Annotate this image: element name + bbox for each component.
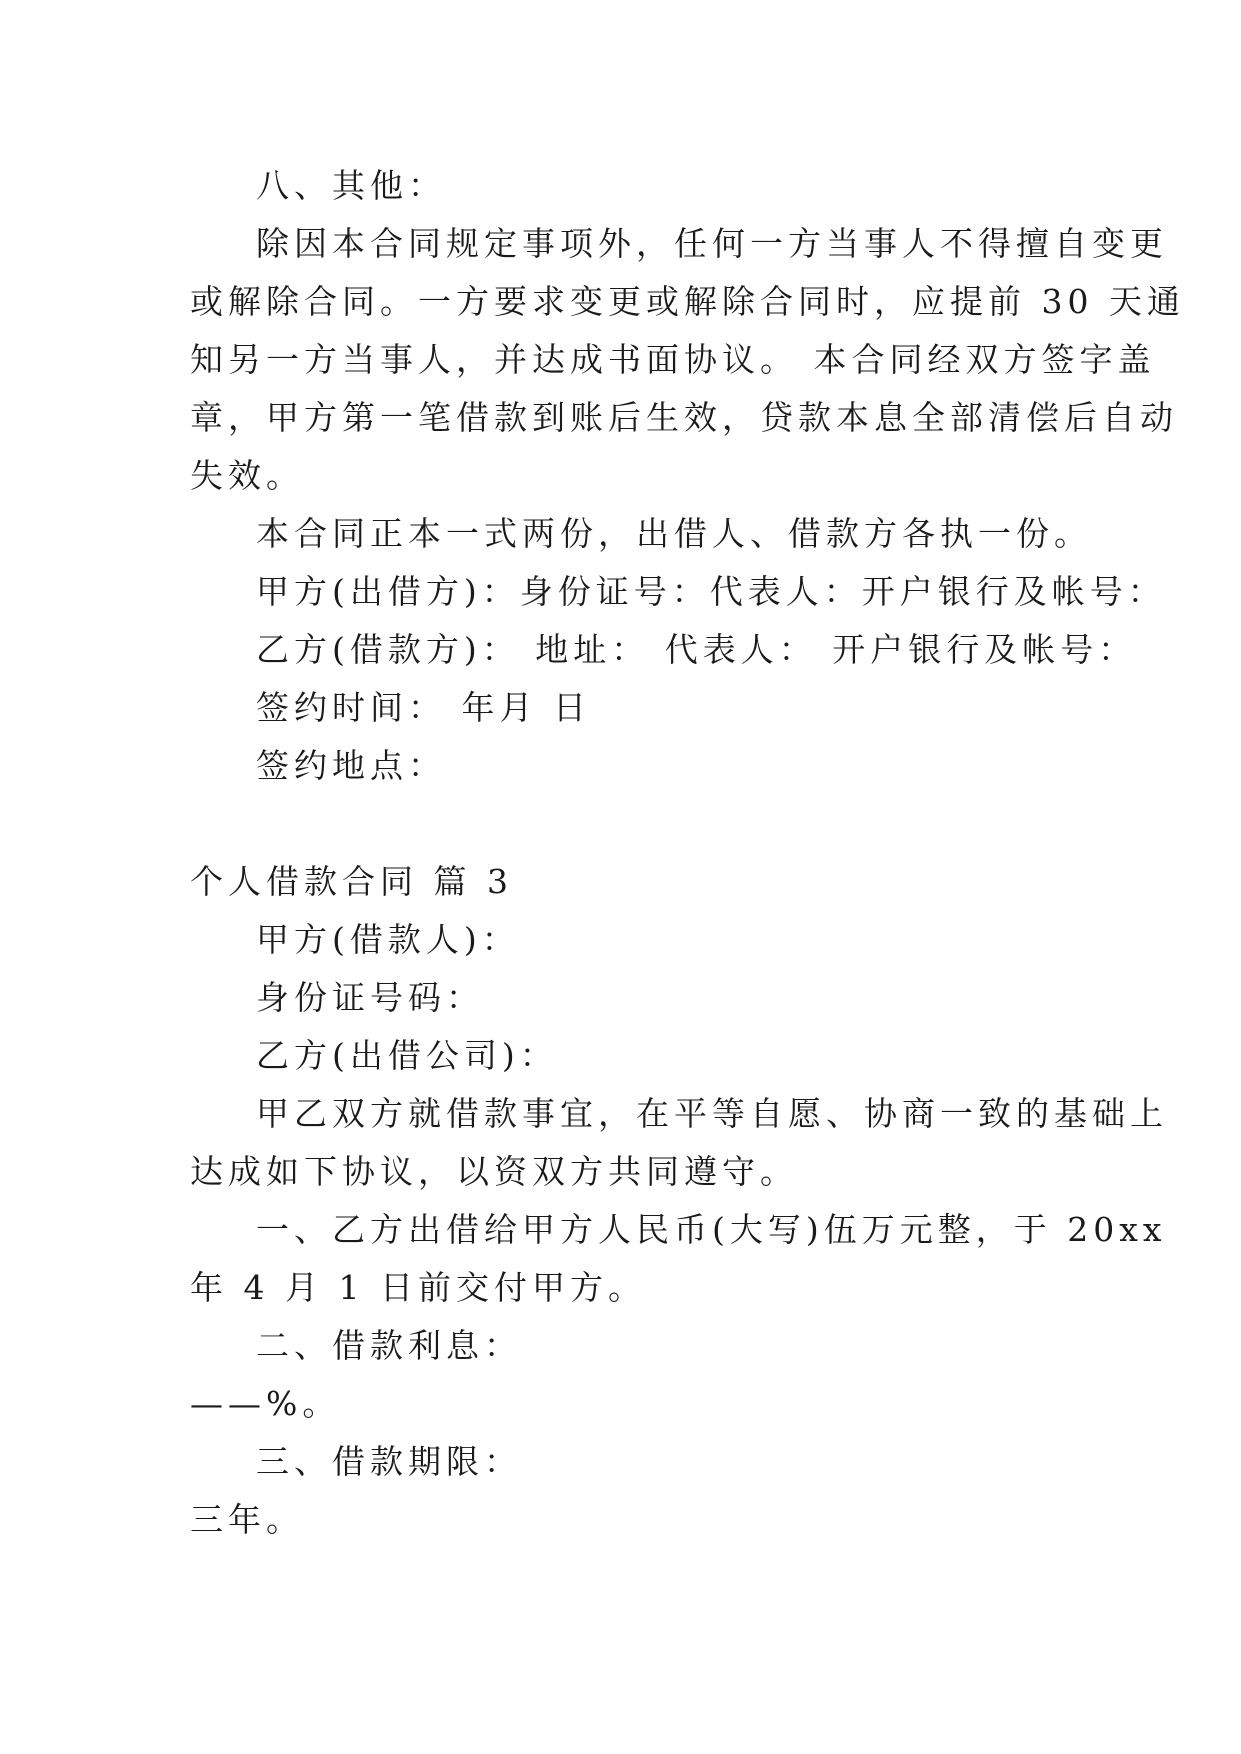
borrower-line: 甲方(借款人)： xyxy=(256,920,520,959)
paragraph-line: 失效。 xyxy=(190,456,304,495)
interest-rate-line: ——%。 xyxy=(190,1384,341,1423)
paragraph-line: 或解除合同。一方要求变更或解除合同时，应提前 30 天通 xyxy=(190,282,1185,321)
clause-three-heading: 三、借款期限： xyxy=(256,1442,522,1481)
paragraph-line: 除因本合同规定事项外，任何一方当事人不得擅自变更 xyxy=(256,224,1168,263)
paragraph-line: 年 4 月 1 日前交付甲方。 xyxy=(190,1268,646,1307)
signing-date-line: 签约时间： 年月 日 xyxy=(256,688,591,727)
clause-two-heading: 二、借款利息： xyxy=(256,1326,522,1365)
paragraph-line: 甲乙双方就借款事宜，在平等自愿、协商一致的基础上 xyxy=(256,1094,1168,1133)
loan-term-line: 三年。 xyxy=(190,1500,304,1539)
id-number-line: 身份证号码： xyxy=(256,978,484,1017)
contract-title: 个人借款合同 篇 3 xyxy=(190,862,513,901)
party-a-info-line: 甲方(出借方)：身份证号：代表人：开户银行及帐号： xyxy=(256,572,1166,611)
paragraph-line: 知另一方当事人，并达成书面协议。 本合同经双方签字盖 xyxy=(190,340,1156,379)
party-b-info-line: 乙方(借款方)： 地址： 代表人： 开户银行及帐号： xyxy=(256,630,1137,669)
lender-line: 乙方(出借公司)： xyxy=(256,1036,558,1075)
signing-place-line: 签约地点： xyxy=(256,746,446,785)
paragraph-line: 章，甲方第一笔借款到账后生效，贷款本息全部清偿后自动 xyxy=(190,398,1178,437)
paragraph-line: 达成如下协议，以资双方共同遵守。 xyxy=(190,1152,798,1191)
clause-one-line: 一、乙方出借给甲方人民币(大写)伍万元整，于 20xx xyxy=(256,1210,1167,1249)
section-heading-other: 八、其他： xyxy=(256,166,446,205)
paragraph-line: 本合同正本一式两份，出借人、借款方各执一份。 xyxy=(256,514,1092,553)
